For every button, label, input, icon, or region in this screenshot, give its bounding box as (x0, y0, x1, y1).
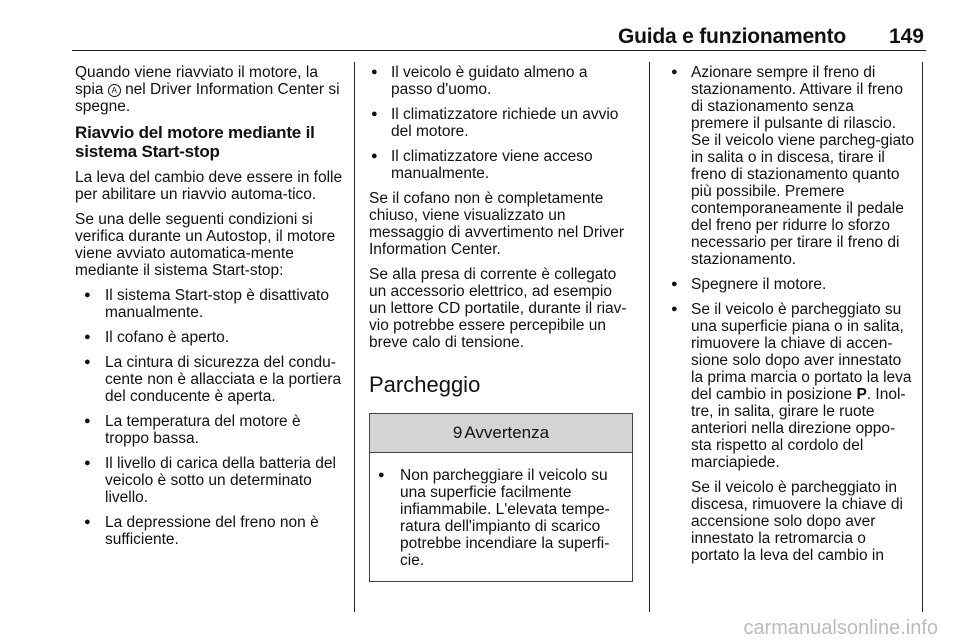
autostop-lamp-icon: A (108, 84, 121, 97)
warning-header (370, 413, 632, 453)
list-item: ● Non parcheggiare il veicolo su una superficie facilmente infiammabile. L'elevata tempe-ratura dell'impianto di scarico potrebbe incendiare la superfi-cie. (378, 467, 624, 569)
list-item: ● Il veicolo è guidato almeno a passo d'uomo. (369, 64, 633, 98)
warning-list (378, 467, 624, 569)
warning-box (369, 413, 633, 582)
paragraph: La leva del cambio deve essere in folle per abilitare un riavvio automa-tico. (75, 169, 343, 203)
instruction-list (669, 64, 915, 564)
column-divider (354, 62, 355, 612)
list-item-text: Se il veicolo è parcheggiato su una superficie piana o in salita, rimuovere la chiave di accen-sione solo dopo aver innestato la prima marcia o portato la leva del cambio in posizione (691, 301, 912, 403)
list-item: ● La cintura di sicurezza del condu-cente non è allacciata e la portiera del conducente è aperta. (75, 354, 343, 405)
list-item: ● La depressione del freno non è sufficiente. (75, 514, 343, 548)
paragraph: Se una delle seguenti condizioni si verifica durante un Autostop, il motore viene avviato automatica-mente mediante il sistema Start-stop: (75, 211, 336, 279)
paragraph-text: nel Driver Information Center si spegne. (75, 81, 340, 115)
list-item: ● La temperatura del motore è troppo bassa. (75, 413, 343, 447)
sub-paragraph: Se il veicolo è parcheggiato in discesa, rimuovere la chiave di accensione solo dopo aver innestato la retromarcia o portato la leva del cambio in (691, 479, 903, 564)
column-divider (649, 62, 650, 612)
watermark-brand: carmanualsonline.info (743, 617, 938, 639)
condition-list (369, 64, 633, 182)
list-item: ● Il sistema Start-stop è disattivato manualmente. (75, 287, 343, 321)
warning-title: Avvertenza (464, 423, 550, 442)
section-heading: Riavvio del motore mediante il sistema Start-stop (75, 123, 315, 161)
gear-position-p: P (856, 386, 867, 403)
column-2 (369, 64, 633, 582)
page-number: 149 (888, 25, 924, 48)
page-header (72, 22, 926, 51)
list-item: ● Il cofano è aperto. (75, 329, 343, 346)
list-item: ● Il climatizzatore viene acceso manualmente. (369, 148, 633, 182)
column-3 (669, 64, 915, 572)
list-item (669, 301, 915, 564)
paragraph: Se il cofano non è completamente chiuso, viene visualizzato un messaggio di avvertimento nel Driver Information Center. (369, 190, 624, 258)
section-title: Parcheggio (369, 372, 481, 397)
header-title: Guida e funzionamento (618, 25, 846, 48)
paragraph-text: Quando viene riavviato il motore, la spia (75, 64, 318, 98)
list-item: ● Il livello di carica della batteria del veicolo è sotto un determinato livello. (75, 455, 343, 506)
warning-icon: 9 (452, 423, 463, 442)
column-1 (75, 64, 343, 556)
list-item-text: . Inol-tre, in salita, girare le ruote anteriori nella direzione oppo-sta rispetto al cordolo del marciapiede. (691, 386, 906, 471)
list-item: ● Il climatizzatore richiede un avvio del motore. (369, 106, 633, 140)
list-item: ● Azionare sempre il freno di stazionamento. Attivare il freno di stazionamento senza premere il pulsante di rilascio. Se il veicolo viene parcheg-giato in salita o in discesa, tirare il freno di stazionamento quanto più possibile. Premere contemporaneamente il pedale del freno per ridurre lo sforzo necessario per tirare il freno di stazionamento. (669, 64, 915, 268)
paragraph (75, 64, 343, 115)
condition-list (75, 287, 343, 548)
column-divider (922, 62, 923, 612)
warning-body (370, 453, 632, 581)
paragraph: Se alla presa di corrente è collegato un accessorio elettrico, ad esempio un lettore CD portatile, durante il riav-vio potrebbe essere percepibile un breve calo di tensione. (369, 266, 627, 351)
list-item: ● Spegnere il motore. (669, 276, 915, 293)
